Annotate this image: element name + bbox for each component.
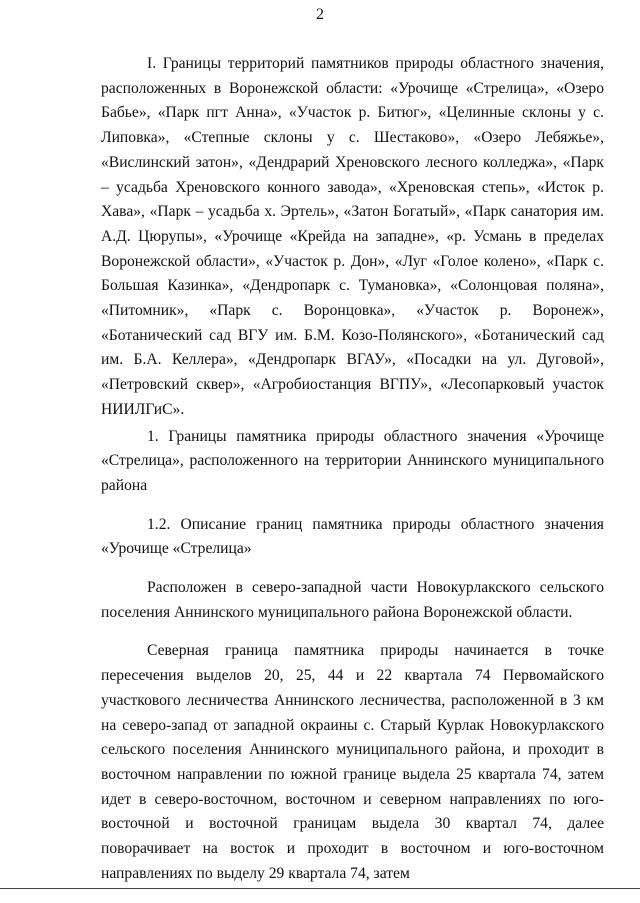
subsection-1-heading: 1. Границы памятника природы областного значения «Урочище «Стрелица», расположенного на территории Аннинского муниципального района (101, 427, 604, 494)
document-body (101, 52, 604, 887)
subsection-1-2-heading: 1.2. Описание границ памятника природы областного значения «Урочище «Стрелица» (101, 515, 604, 558)
intro-paragraph: I. Границы территорий памятников природы областного значения, расположенных в Воронежской области: «Урочище «Стрелица», «Озеро Бабье», «Парк пгт Анна», «Участок р. Битюг», «Целинные склоны у с. Липовка», «Степные склоны у с. Шестаково», «Озеро Лебяжье», «Вислинский затон», «Дендрарий Хреновского лесного колледжа», «Парк – усадьба Хреновского конного завода», «Хреновская степь», «Исток р. Хава», «Парк – усадьба х. Эртель», «Затон Богатый», «Парк санатория им. А.Д. Цюрупы», «Урочище «Крейда на западне», «р. Усмань в пределах Воронежской области», «Участок р. Дон», «Луг «Голое колено», «Парк с. Большая Казинка», «Дендропарк с. Тумановка», «Солонцовая поляна», «Питомник», «Парк с. Воронцовка», «Участок р. Воронеж», «Ботанический сад ВГУ им. Б.М. Козо-Полянского», «Ботанический сад им. Б.А. Келлера», «Дендропарк ВГАУ», «Посадки на ул. Дуговой», «Петровский сквер», «Агробиостанция ВГПУ», «Лесопарковый участок НИИЛГиС». (101, 55, 604, 418)
north-border-paragraph: Северная граница памятника природы начинается в точке пересечения выделов 20, 25, 44 и 22 квартала 74 Первомайского участкового лесничества Аннинского лесничества, расположенной в 3 км на северо-запад от западной окраины с. Старый Курлак Новокурлакского сельского поселения Аннинского муниципального района, и проходит в восточном направлении по южной границе выдела 25 квартала 74, затем идет в северо-восточном, восточном и северном направлениях по юго-восточной и восточной границам выдела 30 квартал 74, далее поворачивает на восток и проходит в восточном и юго-восточном направлениях по выделу 29 квартала 74, затем (101, 642, 604, 882)
location-paragraph: Расположен в северо-западной части Новокурлакского сельского поселения Аннинского муниципального района Воронежской области. (101, 579, 604, 621)
page-bottom-rule (0, 888, 640, 889)
page-number: 2 (316, 6, 324, 23)
